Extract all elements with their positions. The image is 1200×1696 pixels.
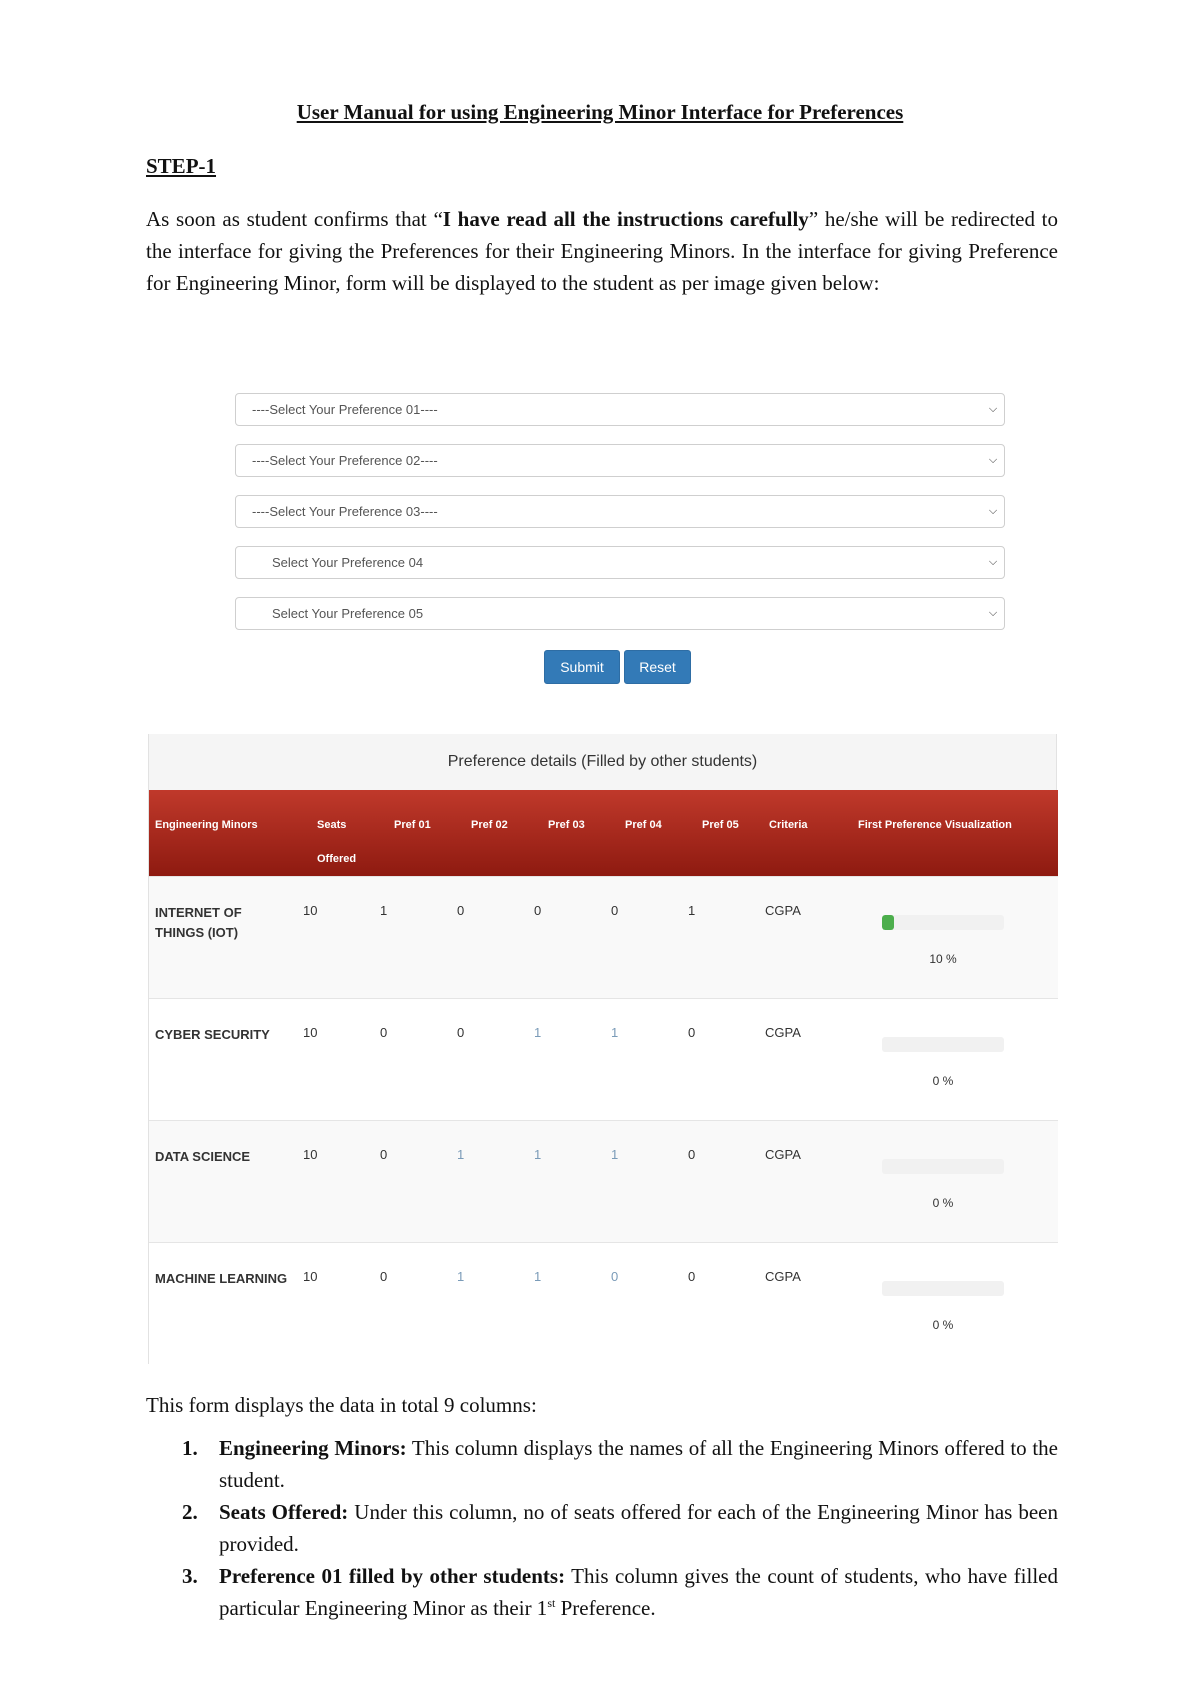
progress-label: 0 % xyxy=(932,1196,954,1210)
columns-list xyxy=(146,1432,1058,1624)
preference-details-panel xyxy=(148,734,1057,1364)
list-text: Under this column, no of seats offered for each of the Engineering Minor has been provided. xyxy=(219,1500,1058,1556)
preference-select-03-value: ----Select Your Preference 03---- xyxy=(252,504,438,519)
progress-label: 0 % xyxy=(932,1318,954,1332)
pref-4-cell: 1 xyxy=(605,1121,682,1243)
progress-bar xyxy=(882,1281,1004,1296)
header-pref-01: Pref 01 xyxy=(374,790,451,877)
pref-3-cell: 1 xyxy=(528,1243,605,1365)
intro-text-end: ” he/she will be redirected to the interface for giving the Preferences for their Engineering Minors. In the interface for giving Preference for Engineering Minor, form will be displayed to the student as per image given below: xyxy=(146,207,1059,295)
table-row xyxy=(149,1243,1058,1365)
columns-intro: This form displays the data in total 9 columns: xyxy=(146,1393,537,1417)
pref-2-cell: 1 xyxy=(451,1121,528,1243)
progress-label: 0 % xyxy=(932,1074,954,1088)
chevron-down-icon: ⌵ xyxy=(988,403,998,415)
list-item xyxy=(146,1560,1058,1624)
preference-table xyxy=(149,790,1058,1365)
list-text-tail: Preference. xyxy=(555,1596,656,1620)
minor-name-cell: MACHINE LEARNING xyxy=(149,1243,297,1365)
minor-name-cell: DATA SCIENCE xyxy=(149,1121,297,1243)
preference-table-caption: Preference details (Filled by other students) xyxy=(149,734,1056,790)
list-text: This column gives the count of students, who have filled particular Engineering Minor as their 1 xyxy=(219,1564,1058,1620)
seats-cell: 10 xyxy=(297,1121,374,1243)
header-engineering-minors: Engineering Minors xyxy=(149,790,297,877)
criteria-cell: CGPA xyxy=(759,1243,844,1365)
pref-5-cell: 0 xyxy=(682,1121,759,1243)
header-pref-05: Pref 05 xyxy=(682,790,759,877)
seats-cell: 10 xyxy=(297,1243,374,1365)
progress-label: 10 % xyxy=(929,952,957,966)
chevron-down-icon: ⌵ xyxy=(988,505,998,517)
list-item xyxy=(146,1496,1058,1560)
criteria-cell: CGPA xyxy=(759,1121,844,1243)
reset-button[interactable]: Reset xyxy=(624,650,691,684)
progress-bar xyxy=(882,915,1004,930)
pref-2-cell: 0 xyxy=(451,877,528,999)
criteria-cell: CGPA xyxy=(759,877,844,999)
list-superscript: st xyxy=(547,1596,556,1610)
list-number: 3. xyxy=(182,1564,198,1588)
preference-select-01[interactable] xyxy=(235,393,1005,426)
intro-bold-quote: I have read all the instructions carefully xyxy=(442,207,809,231)
submit-button[interactable]: Submit xyxy=(544,650,620,684)
list-term: Engineering Minors: xyxy=(219,1436,407,1460)
progress-bar xyxy=(882,1159,1004,1174)
pref-3-cell: 0 xyxy=(528,877,605,999)
table-row xyxy=(149,999,1058,1121)
header-criteria: Criteria xyxy=(759,790,844,877)
preference-select-02[interactable] xyxy=(235,444,1005,477)
header-pref-04: Pref 04 xyxy=(605,790,682,877)
visualization-cell xyxy=(844,1121,1058,1243)
visualization-cell xyxy=(844,999,1058,1121)
visualization-cell xyxy=(844,877,1058,999)
table-row xyxy=(149,1121,1058,1243)
pref-3-cell: 1 xyxy=(528,1121,605,1243)
chevron-down-icon: ⌵ xyxy=(988,454,998,466)
header-seats-offered: Seats Offered xyxy=(297,790,374,877)
preference-select-02-value: ----Select Your Preference 02---- xyxy=(252,453,438,468)
step-heading: STEP-1 xyxy=(146,154,217,178)
progress-bar xyxy=(882,1037,1004,1052)
header-pref-03: Pref 03 xyxy=(528,790,605,877)
pref-2-cell: 0 xyxy=(451,999,528,1121)
preference-select-05-value: Select Your Preference 05 xyxy=(272,606,424,621)
minor-name-cell: INTERNET OF THINGS (IOT) xyxy=(149,877,297,999)
visualization-cell xyxy=(844,1243,1058,1365)
pref-5-cell: 0 xyxy=(682,1243,759,1365)
minor-name-cell: CYBER SECURITY xyxy=(149,999,297,1121)
list-term: Preference 01 filled by other students: xyxy=(219,1564,566,1588)
pref-5-cell: 1 xyxy=(682,877,759,999)
pref-1-cell: 0 xyxy=(374,1121,451,1243)
seats-cell: 10 xyxy=(297,877,374,999)
pref-1-cell: 0 xyxy=(374,999,451,1121)
pref-3-cell: 1 xyxy=(528,999,605,1121)
pref-5-cell: 0 xyxy=(682,999,759,1121)
preference-select-05[interactable] xyxy=(235,597,1005,630)
document-title: User Manual for using Engineering Minor Interface for Preferences xyxy=(296,100,904,124)
progress-bar-fill xyxy=(882,915,894,930)
pref-1-cell: 0 xyxy=(374,1243,451,1365)
list-number: 2. xyxy=(182,1500,198,1524)
pref-4-cell: 1 xyxy=(605,999,682,1121)
preference-select-01-value: ----Select Your Preference 01---- xyxy=(252,402,438,417)
intro-text-start: As soon as student confirms that “ xyxy=(146,207,443,231)
table-header-row xyxy=(149,790,1058,877)
chevron-down-icon: ⌵ xyxy=(988,607,998,619)
chevron-down-icon: ⌵ xyxy=(988,556,998,568)
preference-select-03[interactable] xyxy=(235,495,1005,528)
preference-select-04-value: Select Your Preference 04 xyxy=(272,555,424,570)
pref-4-cell: 0 xyxy=(605,1243,682,1365)
pref-1-cell: 1 xyxy=(374,877,451,999)
table-row xyxy=(149,877,1058,999)
criteria-cell: CGPA xyxy=(759,999,844,1121)
header-pref-02: Pref 02 xyxy=(451,790,528,877)
list-term: Seats Offered: xyxy=(219,1500,349,1524)
pref-2-cell: 1 xyxy=(451,1243,528,1365)
list-number: 1. xyxy=(182,1436,198,1460)
header-first-preference-visualization: First Preference Visualization xyxy=(844,790,1058,877)
list-text: This column displays the names of all the Engineering Minors offered to the student. xyxy=(219,1436,1058,1492)
preference-select-04[interactable] xyxy=(235,546,1005,579)
list-item xyxy=(146,1432,1058,1496)
intro-paragraph xyxy=(146,203,1058,299)
seats-cell: 10 xyxy=(297,999,374,1121)
pref-4-cell: 0 xyxy=(605,877,682,999)
